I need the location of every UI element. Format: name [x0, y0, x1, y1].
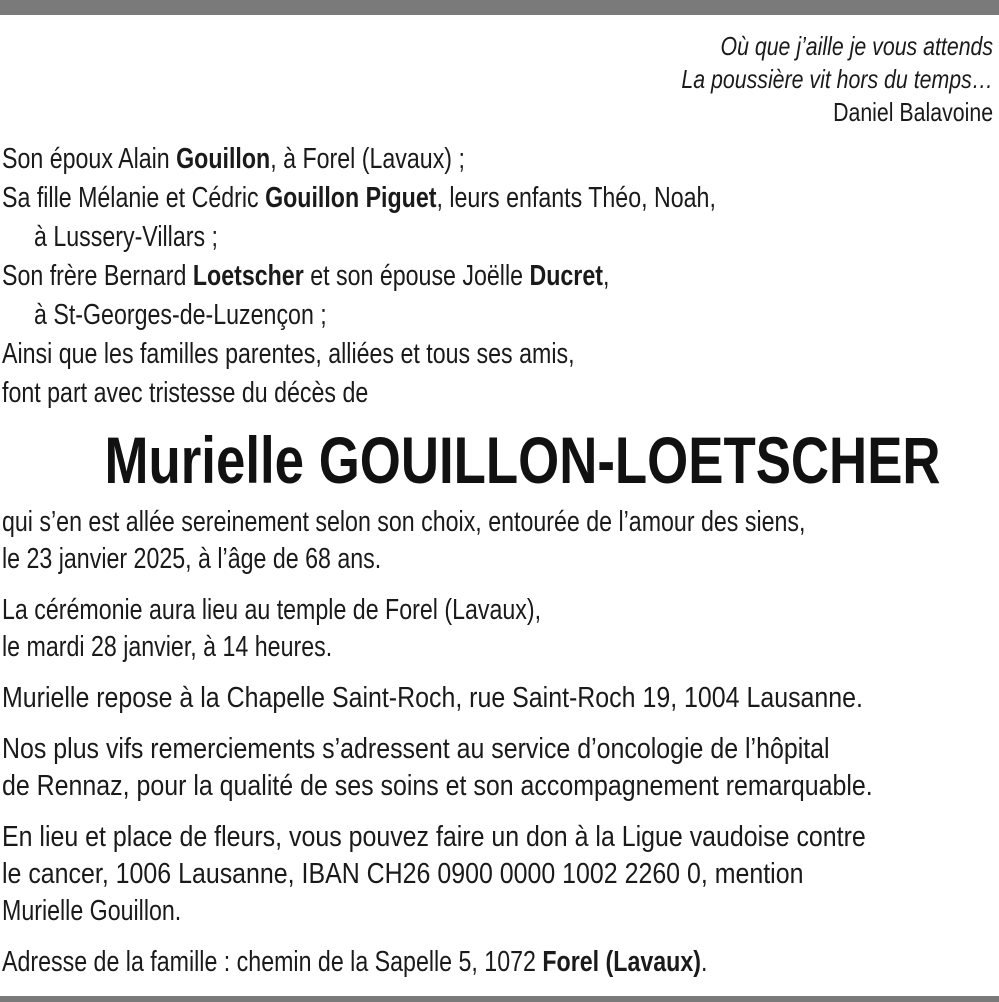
family-line-1: [2, 140, 716, 179]
family-line-3: à Lussery-Villars ;: [34, 221, 218, 253]
text-line: de Rennaz, pour la qualité de ses soins et son accompagnement remarquable.: [2, 770, 873, 802]
family-line-6: Ainsi que les familles parentes, alliées et tous ses amis,: [2, 338, 575, 370]
text-line: qui s’en est allée sereinement selon son choix, entourée de l’amour des siens,: [2, 506, 806, 538]
text: , à Forel (Lavaux) ;: [270, 143, 465, 175]
text-line: Murielle repose à la Chapelle Saint-Roch, rue Saint-Roch 19, 1004 Lausanne.: [2, 682, 863, 714]
deceased-name: Murielle GOUILLON-LOETSCHER: [104, 423, 941, 497]
text-line: [2, 944, 799, 981]
text-line: Nos plus vifs remerciements s’adressent au service d’oncologie de l’hôpital: [2, 733, 830, 765]
family-line-5: à St-Georges-de-Luzençon ;: [34, 299, 327, 331]
surname: Gouillon: [176, 143, 271, 175]
text: ,: [602, 260, 610, 292]
family-announcement: [2, 140, 894, 413]
surname: Gouillon Piguet: [265, 182, 437, 214]
text-line: le 23 janvier 2025, à l’âge de 68 ans.: [2, 543, 382, 575]
quote-line-2: La poussière vit hors du temps…: [681, 64, 993, 94]
text-line: Murielle Gouillon.: [2, 895, 182, 927]
text-line: En lieu et place de fleurs, vous pouvez faire un don à la Ligue vaudoise contre: [2, 821, 866, 853]
top-rule: [0, 0, 999, 15]
text: Son frère Bernard: [2, 260, 193, 292]
paragraph-address: [2, 944, 998, 981]
surname: Loetscher: [192, 260, 304, 292]
text-line: le cancer, 1006 Lausanne, IBAN CH26 0900 0000 1002 2260 0, mention: [2, 858, 804, 890]
paragraph-rest-place: [2, 680, 998, 717]
family-line-4: [2, 257, 716, 296]
quote-author: Daniel Balavoine: [832, 97, 993, 127]
deceased-name-heading: [0, 422, 999, 498]
epigraph-quote: [613, 30, 993, 129]
text-line: le mardi 28 janvier, à 14 heures.: [2, 631, 333, 663]
bottom-rule: [0, 996, 999, 1002]
text: , leurs enfants Théo, Noah,: [436, 182, 716, 214]
paragraph-passing: [2, 504, 998, 578]
text: Sa fille Mélanie et Cédric: [2, 182, 266, 214]
family-line-7: font part avec tristesse du décès de: [2, 377, 369, 409]
notice-body: [2, 504, 998, 995]
paragraph-donation: [2, 819, 998, 930]
quote-line-1: Où que j’aille je vous attends: [720, 31, 993, 61]
text: Adresse de la famille : chemin de la Sapelle 5, 1072: [2, 946, 543, 978]
text: Son époux Alain: [2, 143, 177, 175]
text-line: La cérémonie aura lieu au temple de Forel (Lavaux),: [2, 594, 542, 626]
paragraph-thanks: [2, 731, 998, 805]
family-line-2: [2, 179, 716, 218]
locality: Forel (Lavaux): [542, 946, 701, 978]
paragraph-ceremony: [2, 592, 998, 666]
surname: Ducret: [529, 260, 603, 292]
text: et son épouse Joëlle: [303, 260, 530, 292]
text: .: [700, 946, 708, 978]
